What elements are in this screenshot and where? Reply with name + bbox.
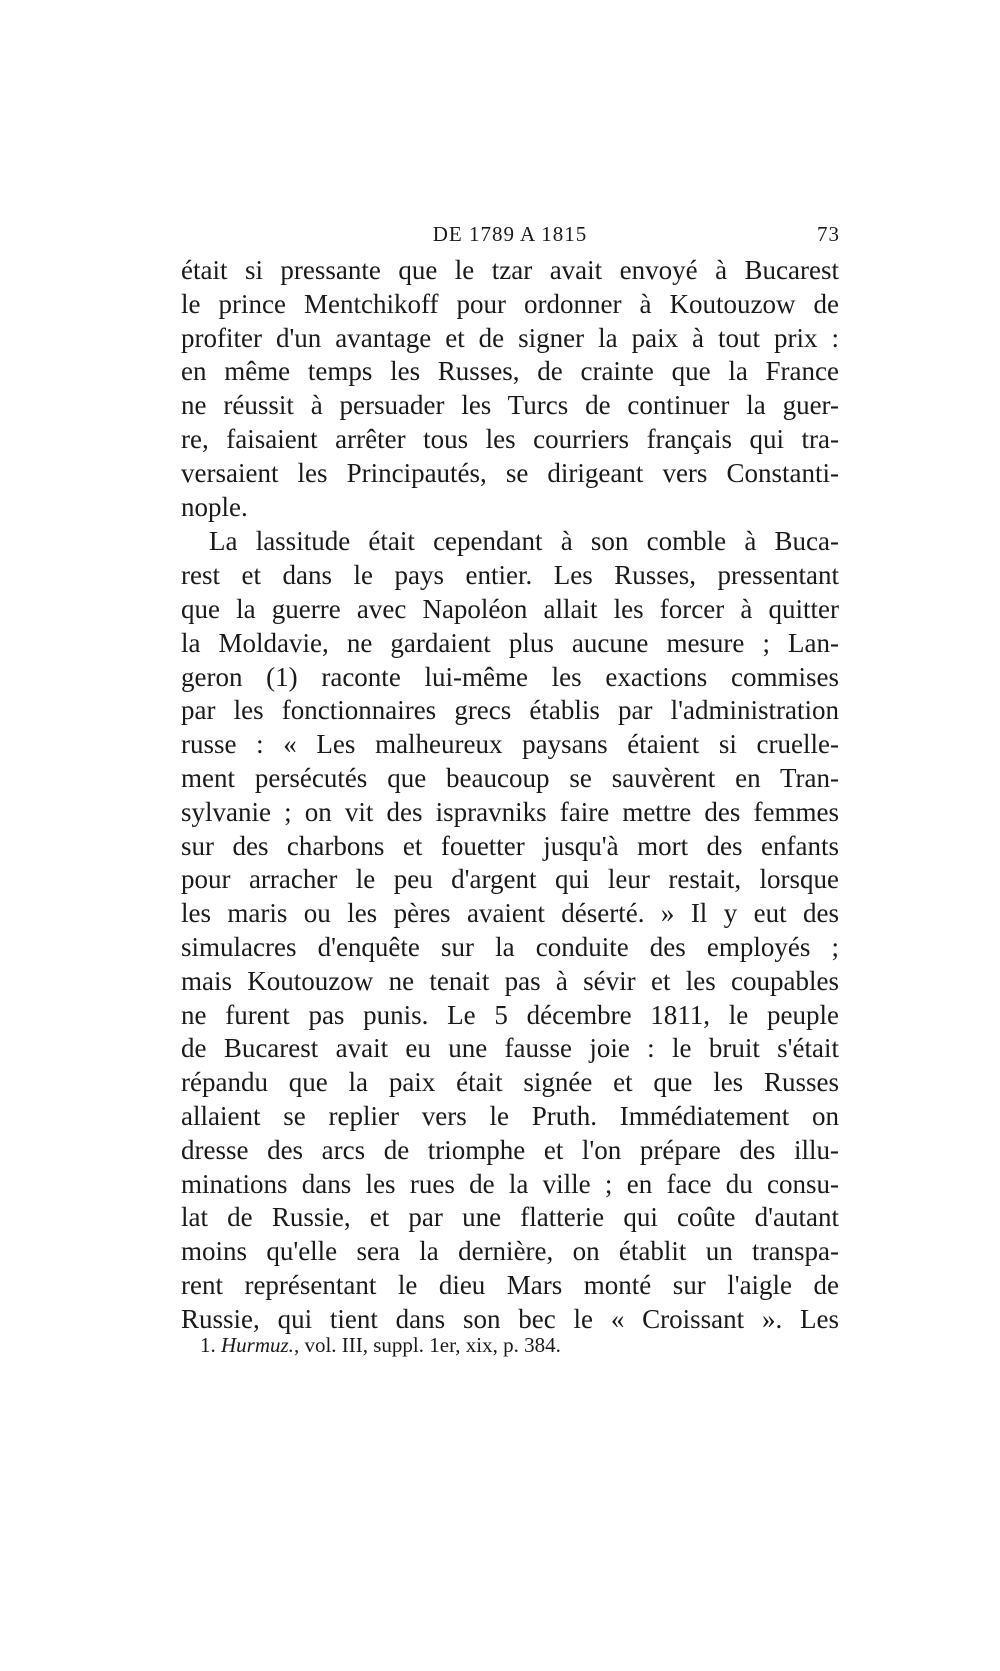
text-line: La lassitude était cependant à son comble à Buca- xyxy=(209,526,839,557)
text-line: ne réussit à persuader les Turcs de continuer la guer- xyxy=(181,390,839,421)
text-line: mais Koutouzow ne tenait pas à sévir et les coupables xyxy=(181,965,839,996)
text-line: geron (1) raconte lui-même les exactions commises xyxy=(181,661,839,692)
text-line: lat de Russie, et par une flatterie qui coûte d'autant xyxy=(181,1202,839,1233)
footnote xyxy=(200,1333,561,1358)
text-line: de Bucarest avait eu une fausse joie : le bruit s'était xyxy=(181,1033,839,1064)
text-line: dresse des arcs de triomphe et l'on prépare des illu- xyxy=(181,1134,839,1165)
footnote-number: 1. xyxy=(200,1333,216,1357)
text-line: moins qu'elle sera la dernière, on établit un transpa- xyxy=(181,1236,839,1267)
text-line: sylvanie ; on vit des ispravniks faire mettre des femmes xyxy=(181,796,839,827)
text-line: nople. xyxy=(181,491,248,522)
running-title: DE 1789 A 1815 xyxy=(432,222,588,246)
text-line: rent représentant le dieu Mars monté sur l'aigle de xyxy=(181,1269,839,1300)
paragraph xyxy=(181,254,839,524)
body-text xyxy=(181,254,839,1337)
text-line: que la guerre avec Napoléon allait les forcer à quitter xyxy=(181,593,839,624)
text-line: simulacres d'enquête sur la conduite des employés ; xyxy=(181,931,839,962)
text-line: répandu que la paix était signée et que les Russes xyxy=(181,1067,839,1098)
text-line: Russie, qui tient dans son bec le « Croissant ». Les xyxy=(181,1303,839,1334)
text-line: était si pressante que le tzar avait envoyé à Bucarest xyxy=(181,255,839,285)
text-line: ne furent pas punis. Le 5 décembre 1811, le peuple xyxy=(181,999,839,1030)
text-line: rest et dans le pays entier. Les Russes, pressentant xyxy=(181,560,839,591)
text-line: pour arracher le peu d'argent qui leur restait, lorsque xyxy=(181,864,839,895)
text-line: minations dans les rues de la ville ; en face du consu- xyxy=(181,1168,839,1199)
text-line: sur des charbons et fouetter jusqu'à mort des enfants xyxy=(181,830,839,861)
text-line: le prince Mentchikoff pour ordonner à Koutouzow de xyxy=(181,288,839,319)
page-number: 73 xyxy=(817,222,840,246)
footnote-reference: , vol. III, suppl. 1er, xix, p. 384. xyxy=(293,1333,561,1357)
text-line: ment persécutés que beaucoup se sauvèrent en Tran- xyxy=(181,762,839,793)
running-head xyxy=(180,222,840,252)
text-line: re, faisaient arrêter tous les courriers français qui tra- xyxy=(181,423,839,454)
text-line: russe : « Les malheureux paysans étaient si cruelle- xyxy=(181,729,839,760)
text-line: par les fonctionnaires grecs établis par l'administration xyxy=(181,695,839,726)
text-line: profiter d'un avantage et de signer la paix à tout prix : xyxy=(181,322,839,353)
text-line: les maris ou les pères avaient déserté. » Il y eut des xyxy=(181,898,839,929)
text-line: versaient les Principautés, se dirigeant vers Constanti- xyxy=(181,457,839,488)
paragraph xyxy=(181,525,839,1336)
text-line: allaient se replier vers le Pruth. Immédiatement on xyxy=(181,1100,839,1131)
text-line: la Moldavie, ne gardaient plus aucune mesure ; Lan- xyxy=(181,627,839,658)
text-line: en même temps les Russes, de crainte que la France xyxy=(181,356,839,387)
footnote-source: Hurmuz. xyxy=(221,1333,294,1357)
